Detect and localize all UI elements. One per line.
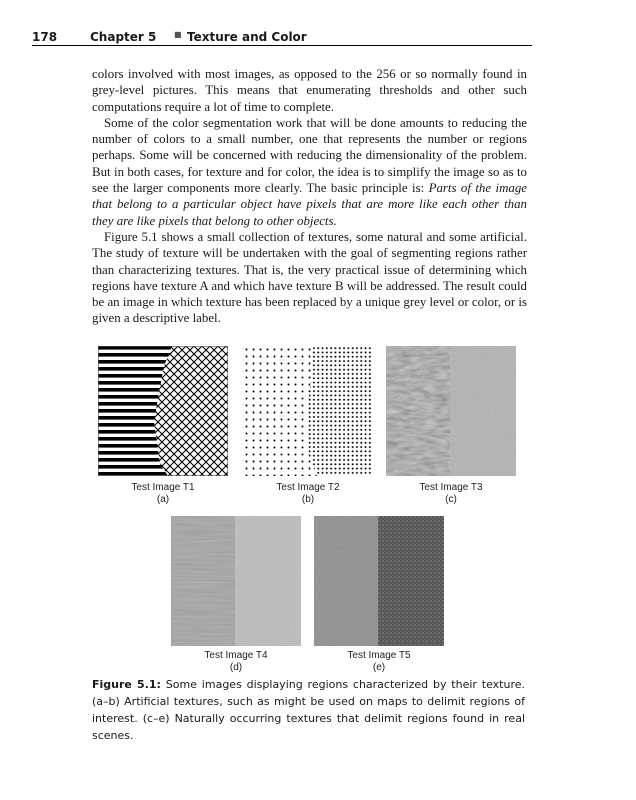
panel-title: Test Image T5 bbox=[347, 650, 411, 661]
panel-title: Test Image T3 bbox=[419, 482, 483, 493]
test-image-t1 bbox=[98, 346, 228, 476]
chapter-label: Chapter 5 bbox=[90, 30, 157, 44]
panel-title: Test Image T2 bbox=[276, 482, 340, 493]
figure-caption bbox=[92, 676, 525, 744]
test-image-t3 bbox=[386, 346, 516, 476]
paragraph-3: Figure 5.1 shows a small collection of textures, some natural and some artificial. The study of texture will be undertaken with the goal of segmenting regions rather than characterizing textures. That is, the very practical issue of determining which regions have texture A and which have texture B will be addressed. The result could be an image in which texture has been replaced by a unique grey level or color, or is given a descriptive label. bbox=[92, 229, 527, 326]
test-image-t2 bbox=[243, 346, 373, 476]
panel-caption-a bbox=[98, 482, 228, 506]
paragraph-2-text: Some of the color segmentation work that will be done amounts to reducing the number of colors to a small number, one that represents the number or regions perhaps. Some will be concerned with reducing the dimensionality of the problem. But in both cases, for texture and for color, the idea is to simplify the image so as to see the larger components more clearly. The basic principle is: bbox=[92, 115, 527, 196]
panel-sublabel: (c) bbox=[445, 494, 457, 505]
body-text bbox=[92, 66, 527, 327]
figure-caption-text: Some images displaying regions characterized by their texture. (a–b) Artificial textures, such as might be used on maps to delimit regions of interest. (c–e) Naturally occurring textures that delimit regions found in real scenes. bbox=[92, 678, 525, 742]
test-image-t4 bbox=[171, 516, 301, 646]
page-number: 178 bbox=[32, 30, 58, 44]
paragraph-2 bbox=[92, 115, 527, 229]
panel-sublabel: (b) bbox=[301, 494, 315, 505]
panel-sublabel: (a) bbox=[156, 494, 170, 505]
panel-caption-d bbox=[171, 650, 301, 674]
panel-title: Test Image T1 bbox=[131, 482, 195, 493]
panel-title: Test Image T4 bbox=[204, 650, 268, 661]
header-rule bbox=[32, 45, 532, 46]
panel-caption-e bbox=[314, 650, 444, 674]
panel-sublabel: (d) bbox=[229, 662, 243, 673]
panel-caption-b bbox=[243, 482, 373, 506]
panel-caption-c bbox=[386, 482, 516, 506]
paragraph-1: colors involved with most images, as opposed to the 256 or so normally found in grey-level pictures. This means that enumerating thresholds and other such computations require a lot of time to complete. bbox=[92, 67, 527, 114]
test-image-t5 bbox=[314, 516, 444, 646]
separator-square-icon: ■ bbox=[174, 30, 182, 39]
figure-caption-label: Figure 5.1: bbox=[92, 678, 161, 691]
panel-sublabel: (e) bbox=[372, 662, 386, 673]
principle-italic: Parts of the image that belong to a particular object have pixels that are more like each other than they are like pixels that belong to other objects. bbox=[92, 181, 527, 228]
chapter-title: Texture and Color bbox=[187, 30, 307, 44]
